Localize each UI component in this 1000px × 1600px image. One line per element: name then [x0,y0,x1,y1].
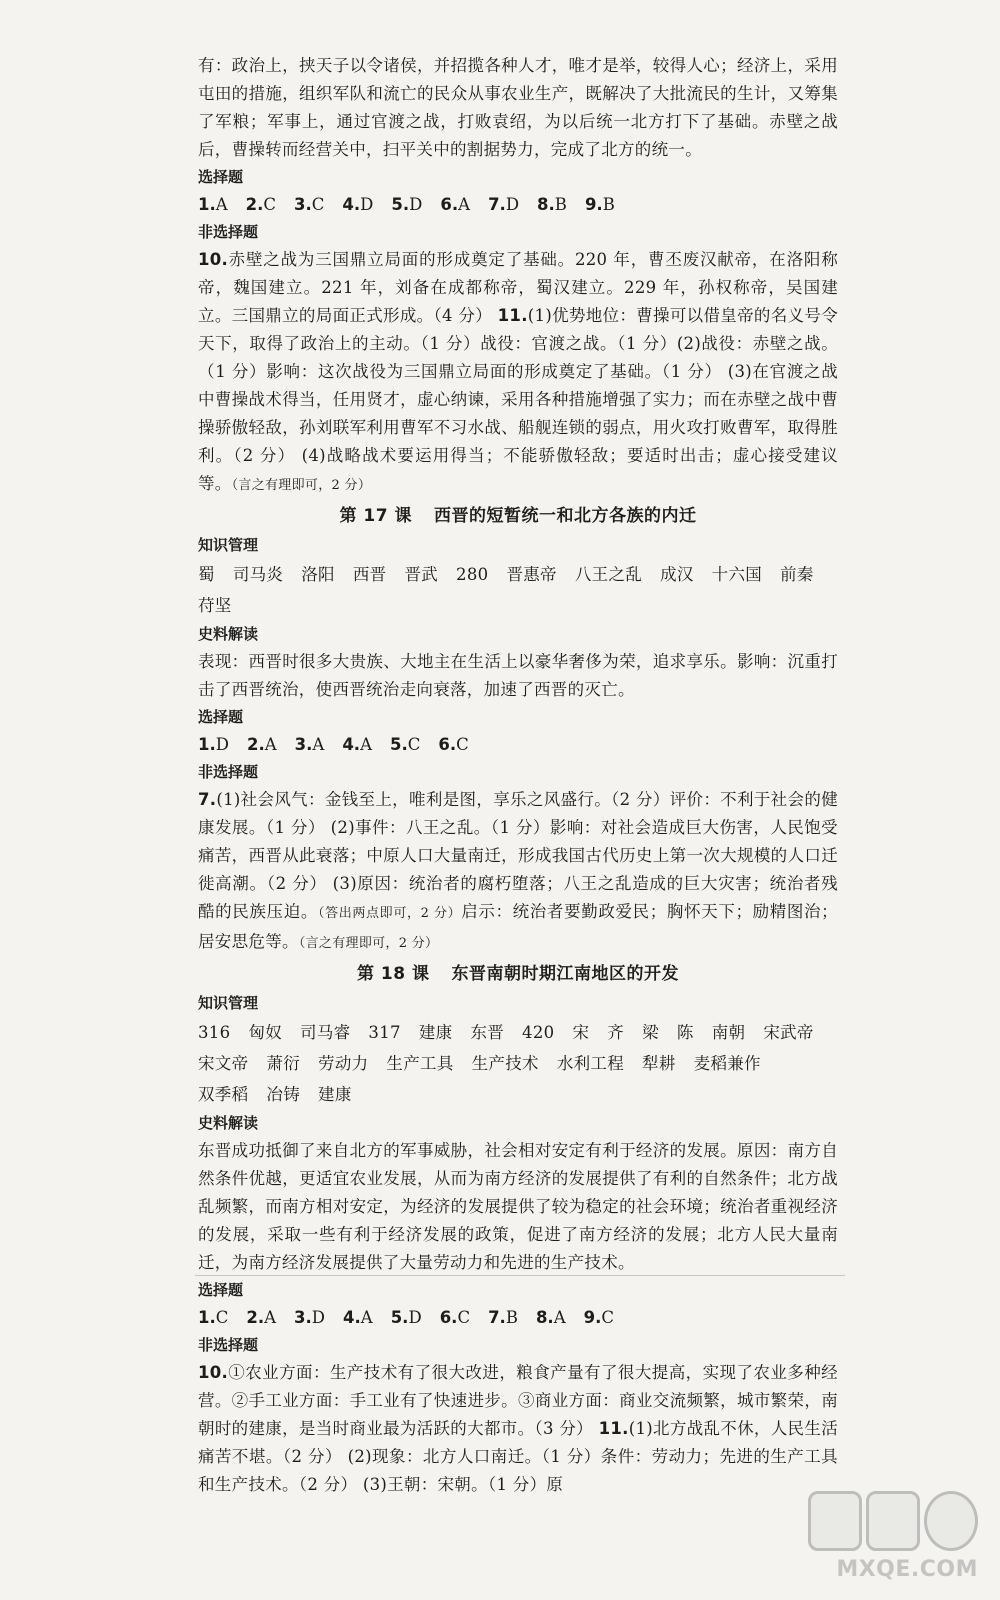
answer-item: 2.C [245,195,277,214]
answer-page [198,52,838,1499]
answer-item: 6.C [439,1308,471,1327]
answer-item: 9.B [584,195,615,214]
answer-item: 4.D [342,195,374,214]
answer-item: 6.C [438,735,469,754]
source-heading: 史料解读 [198,625,259,643]
watermark-logo-icon [808,1490,978,1552]
answer-item: 9.C [583,1308,614,1327]
watermark-box-icon [866,1491,920,1551]
answer-item: 6.A [440,195,471,214]
answer-item: 7.D [488,195,520,214]
lesson-18-title: 第 18 课 东晋南朝时期江南地区的开发 [357,964,679,984]
answer-item: 1.A [198,195,228,214]
source-text: 东晋成功抵御了来自北方的军事威胁，社会相对安定有利于经济的发展。原因：南方自然条件优越，更适宜农业发展，从而为南方经济的发展提供了有利的自然条件；北方战乱频繁，而南方相对安定，为经济的发展提供了较为稳定的社会环境；统治者重视经济的发展，采取一些有利于经济发展的政策，促进了南方经济的发展；北方人民大量南迁，为南方经济发展提供了大量劳动力和先进的生产技术。 [198,1141,838,1272]
answer-item: 3.D [294,1308,326,1327]
choice-heading: 选择题 [198,168,244,186]
answer-item: 7.B [488,1308,518,1327]
choice-heading: 选择题 [198,708,244,726]
choice-answers [198,731,838,759]
nonchoice-heading: 非选择题 [198,223,259,241]
choice-answers [198,191,838,219]
answer-item: 8.A [535,1308,566,1327]
q7-answer: 7.(1)社会风气：金钱至上，唯利是图，享乐之风盛行。（2 分）评价：不利于社会的健康发展。（1 分） (2)事件：八王之乱。（1 分）影响：对社会造成巨大伤害，人民饱受痛苦，西晋从此衰落；中原人口大量南迁，形成我国古代历史上第一次大规模的人口迁徙高潮。（2 分） (3)原因：统治者的腐朽堕落；八王之乱造成的巨大灾害；统治者残酷的民族压迫。（答出两点即可，2 分）启示：统治者要勤政爱民；胸怀天下；励精图治；居安思危等。（言之有理即可，2 分） [198,790,838,951]
answer-item: 5.C [390,735,421,754]
answer-item: 3.A [294,735,325,754]
watermark-box-icon [808,1491,862,1551]
q10-answer: 10.①农业方面：生产技术有了很大改进，粮食产量有了很大提高，实现了农业多种经营。②手工业方面：手工业有了快速进步。③商业方面：商业交流频繁，城市繁荣，南朝时的建康，是当时商业最为活跃的大都市。（3 分） 11.(1)北方战乱不休，人民生活痛苦不堪。（2 分） (2)现象：北方人口南迁。（1 分）条件：劳动力；先进的生产工具和生产技术。（2 分） (3)王朝：宋朝。（1 分）原 [198,1363,838,1494]
choice-heading: 选择题 [198,1281,244,1299]
watermark-site: MXQE.COM [836,1557,978,1582]
watermark [808,1490,978,1582]
answer-item: 4.A [343,1308,373,1327]
answer-item: 5.D [390,1308,422,1327]
answer-item: 5.D [391,195,423,214]
watermark-circle-icon [924,1491,978,1551]
knowledge-heading: 知识管理 [198,994,259,1012]
source-heading: 史料解读 [198,1114,259,1132]
knowledge-heading: 知识管理 [198,536,259,554]
intro-paragraph: 有：政治上，挟天子以令诸侯，并招揽各种人才，唯才是举，较得人心；经济上，采用屯田的措施，组织军队和流亡的民众从事农业生产，既解决了大批流民的生计，又筹集了军粮；军事上，通过官渡之战，打败袁绍，为以后统一北方打下了基础。赤壁之战后，曹操转而经营关中，扫平关中的割据势力，完成了北方的统一。 [198,56,838,159]
nonchoice-heading: 非选择题 [198,763,259,781]
answer-item: 1.D [198,735,229,754]
answer-item: 2.A [246,1308,277,1327]
source-text: 表现：西晋时很多大贵族、大地主在生活上以豪华奢侈为荣，追求享乐。影响：沉重打击了西晋统治，使西晋统治走向衰落，加速了西晋的灭亡。 [198,652,838,699]
nonchoice-heading: 非选择题 [198,1336,259,1354]
answer-item: 1.C [198,1308,229,1327]
lesson-17-title: 第 17 课 西晋的短暂统一和北方各族的内迁 [339,506,697,526]
knowledge-terms: 316 匈奴 司马睿 317 建康 东晋 420 宋 齐 梁 陈 南朝 宋武帝宋文帝 萧衍 劳动力 生产工具 生产技术 水利工程 犁耕 麦稻兼作双季稻 冶铸 建康 [198,1023,814,1104]
answer-item: 3.C [294,195,325,214]
answer-item: 4.A [342,735,372,754]
answer-item: 2.A [246,735,277,754]
page-divider [195,1275,845,1276]
knowledge-terms: 蜀 司马炎 洛阳 西晋 晋武 280 晋惠帝 八王之乱 成汉 十六国 前秦苻坚 [198,565,814,615]
answer-item: 8.B [537,195,567,214]
q10-answer: 10.赤壁之战为三国鼎立局面的形成奠定了基础。220 年，曹丕废汉献帝，在洛阳称帝，魏国建立。221 年，刘备在成都称帝，蜀汉建立。229 年，孙权称帝，吴国建立。三国鼎立的局面正式形成。（4 分） 11.(1)优势地位：曹操可以借皇帝的名义号令天下，取得了政治上的主动。（1 分）战役：官渡之战。（1 分）(2)战役：赤壁之战。（1 分）影响：这次战役为三国鼎立局面的形成奠定了基础。（1 分） (3)在官渡之战中曹操战术得当，任用贤才，虚心纳谏，采用各种措施增强了实力；而在赤壁之战中曹操骄傲轻敌，孙刘联军利用曹军不习水战、船舰连锁的弱点，用火攻打败曹军，取得胜利。（2 分） (4)战略战术要运用得当；不能骄傲轻敌；要适时出击；虚心接受建议等。（言之有理即可，2 分） [198,250,839,493]
choice-answers [198,1304,838,1332]
